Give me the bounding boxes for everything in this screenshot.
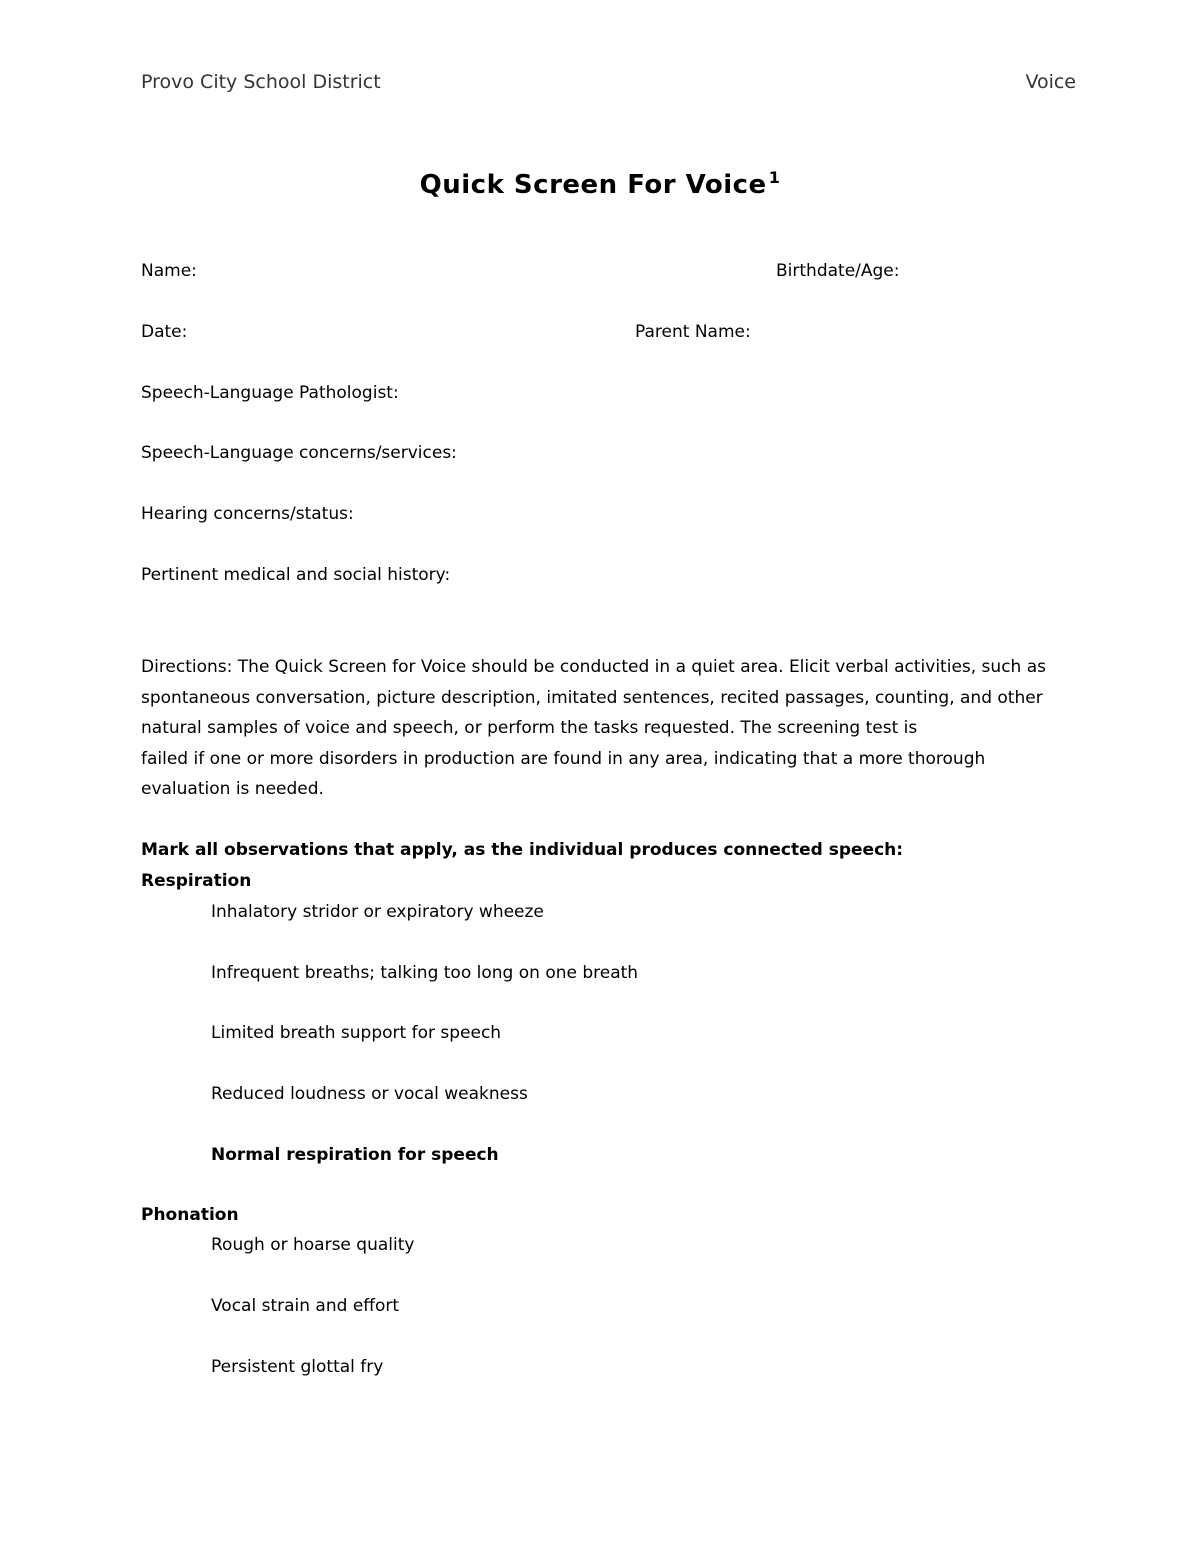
slp-label: Speech-Language Pathologist: xyxy=(141,383,399,403)
respiration-normal: Normal respiration for speech xyxy=(211,1145,499,1165)
directions-paragraph xyxy=(141,652,1061,805)
phonation-item: Rough or hoarse quality xyxy=(211,1235,415,1255)
history-label: Pertinent medical and social history: xyxy=(141,565,451,585)
concerns-label: Speech-Language concerns/services: xyxy=(141,443,457,463)
title-footnote: 1 xyxy=(768,168,781,187)
directions-line: spontaneous conversation, picture description, imitated sentences, recited passages, counting, and other xyxy=(141,687,1043,708)
directions-line: Directions: The Quick Screen for Voice should be conducted in a quiet area. Elicit verbal activities, such as xyxy=(141,657,1046,677)
page-title xyxy=(0,168,1200,200)
respiration-item: Inhalatory stridor or expiratory wheeze xyxy=(211,902,544,922)
name-label: Name: xyxy=(141,261,197,281)
phonation-item: Vocal strain and effort xyxy=(211,1296,400,1316)
birthdate-age-label: Birthdate/Age: xyxy=(776,261,900,281)
date-label: Date: xyxy=(141,322,188,342)
observations-instruction: Mark all observations that apply, as the individual produces connected speech: xyxy=(141,840,904,860)
hearing-label: Hearing concerns/status: xyxy=(141,504,354,524)
phonation-heading: Phonation xyxy=(141,1205,239,1225)
phonation-item: Persistent glottal fry xyxy=(211,1357,384,1377)
respiration-item: Limited breath support for speech xyxy=(211,1023,502,1043)
respiration-heading: Respiration xyxy=(141,871,252,891)
parent-name-label: Parent Name: xyxy=(635,322,751,342)
respiration-item: Infrequent breaths; talking too long on one breath xyxy=(211,963,639,983)
respiration-item: Reduced loudness or vocal weakness xyxy=(211,1084,528,1104)
header-district: Provo City School District xyxy=(141,71,381,93)
directions-line: failed if one or more disorders in production are found in any area, indicating that a more thorough xyxy=(141,748,986,769)
page-title-text: Quick Screen For Voice xyxy=(419,170,767,200)
directions-line: evaluation is needed. xyxy=(141,779,324,799)
header-section: Voice xyxy=(1025,71,1076,93)
directions-line: natural samples of voice and speech, or perform the tasks requested. The screening test is xyxy=(141,718,918,738)
